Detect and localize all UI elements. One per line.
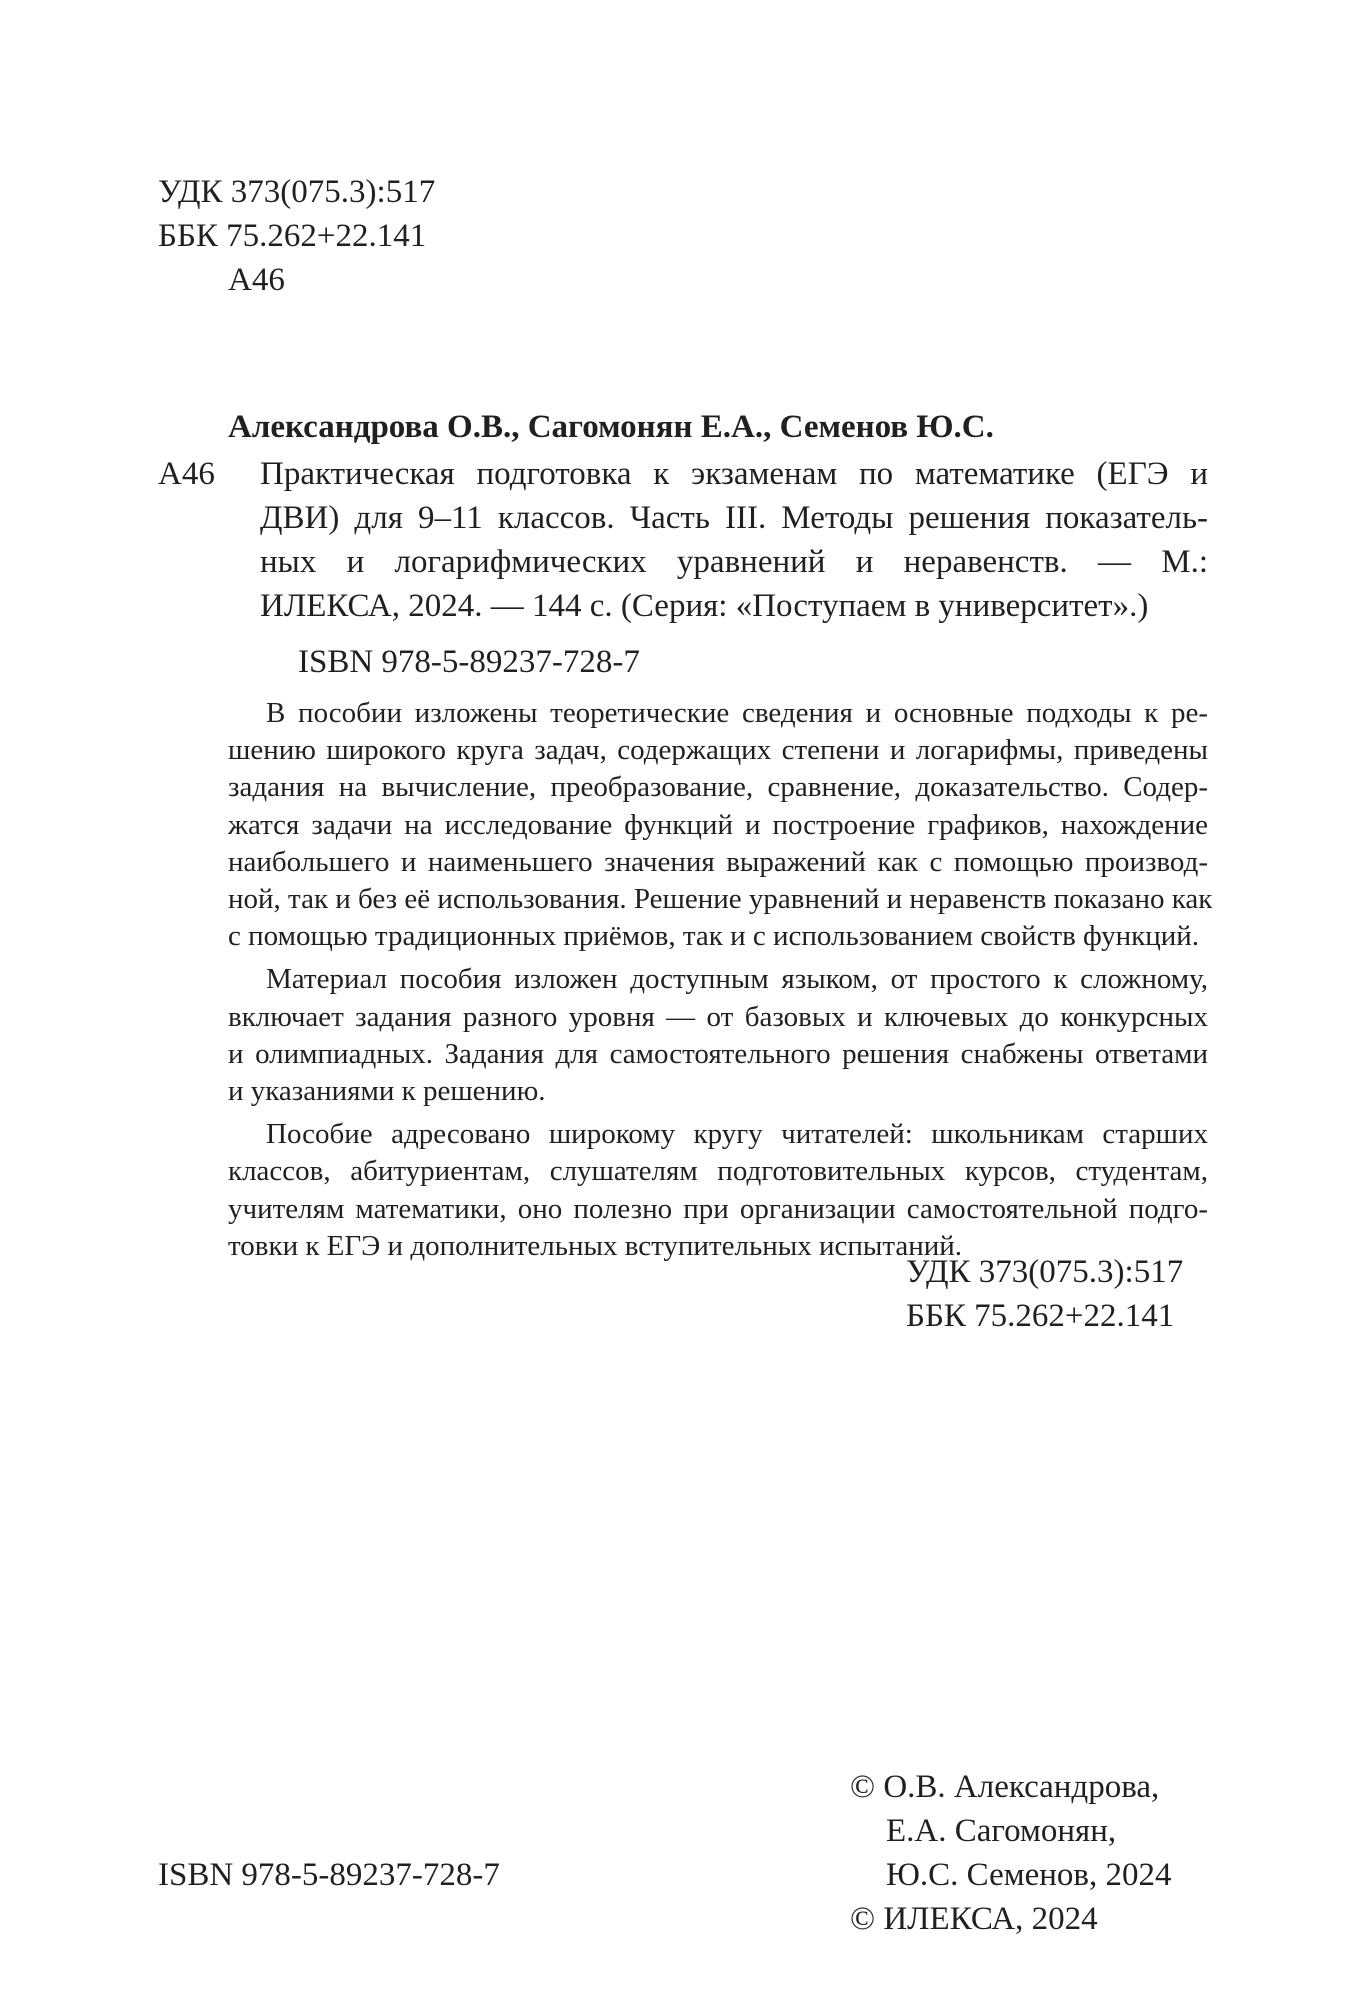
annotation-line: В пособии изложены теоретические сведения и основные подходы к ре- [266, 697, 1208, 729]
udk-code: УДК 373(075.3):517 [158, 174, 436, 210]
udk-code-bottom: УДК 373(075.3):517 [906, 1254, 1184, 1290]
annotation-paragraph-3 [228, 1116, 1208, 1265]
isbn-bottom: ISBN 978-5-89237-728-7 [158, 1857, 500, 1893]
copyright-block [850, 1765, 1172, 1941]
biblio-line: ДВИ) для 9–11 классов. Часть III. Методы решения показатель- [260, 500, 1208, 536]
bbk-code-bottom: ББК 75.262+22.141 [906, 1298, 1175, 1334]
author-sign-left: А46 [158, 456, 215, 492]
author-sign: А46 [228, 262, 285, 298]
annotation-paragraph-1 [228, 695, 1213, 955]
annotation-line: и указаниями к решению. [228, 1075, 546, 1108]
biblio-line: Практическая подготовка к экзаменам по математике (ЕГЭ и [260, 456, 1208, 492]
annotation-line: задания на вычисление, преобразование, сравнение, доказательство. Содер- [228, 771, 1208, 804]
annotation [228, 695, 1213, 1271]
annotation-line: товки к ЕГЭ и дополнительных вступительных испытаний. [228, 1229, 963, 1262]
biblio-line: ных и логарифмических уравнений и неравенств. — М.: [260, 544, 1208, 580]
copyright-line: © О.В. Александрова, [850, 1769, 1160, 1805]
copyright-line: Е.А. Сагомонян, [886, 1813, 1117, 1849]
copyright-line: © ИЛЕКСА, 2024 [850, 1901, 1098, 1937]
annotation-line: жатся задачи на исследование функций и построение графиков, нахождение [228, 808, 1208, 841]
annotation-line: классов, абитуриентам, слушателям подготовительных курсов, студентам, [228, 1155, 1208, 1188]
copyright-line: Ю.С. Семенов, 2024 [886, 1857, 1172, 1893]
annotation-paragraph-2 [228, 961, 1208, 1110]
annotation-line: наибольшего и наименьшего значения выражений как с помощью производ- [228, 845, 1208, 878]
annotation-line: ной, так и без её использования. Решение уравнений и неравенств показано как [228, 883, 1213, 916]
annotation-line: шению широкого круга задач, содержащих степени и логарифмы, приведены [228, 734, 1208, 767]
isbn-middle: ISBN 978-5-89237-728-7 [298, 644, 640, 680]
annotation-line: учителям математики, оно полезно при организации самостоятельной подго- [228, 1192, 1208, 1225]
classification-codes-top [158, 170, 435, 302]
annotation-line: с помощью традиционных приёмов, так и с использованием свойств функций. [228, 920, 1200, 953]
annotation-line: включает задания разного уровня — от базовых и ключевых до конкурсных [228, 1000, 1208, 1033]
annotation-line: Материал пособия изложен доступным языком, от простого к сложному, [266, 963, 1208, 996]
bbk-code: ББК 75.262+22.141 [158, 218, 427, 254]
annotation-line: Пособие адресовано широкому кругу читателей: школьникам старших [266, 1118, 1208, 1151]
annotation-line: и олимпиадных. Задания для самостоятельного решения снабжены ответами [228, 1037, 1208, 1070]
classification-codes-bottom [906, 1250, 1183, 1338]
bibliographic-entry [260, 452, 1208, 628]
authors-heading: Александрова О.В., Сагомонян Е.А., Семенов Ю.С. [228, 409, 994, 445]
biblio-line: ИЛЕКСА, 2024. — 144 с. (Серия: «Поступаем в университет».) [260, 588, 1149, 624]
